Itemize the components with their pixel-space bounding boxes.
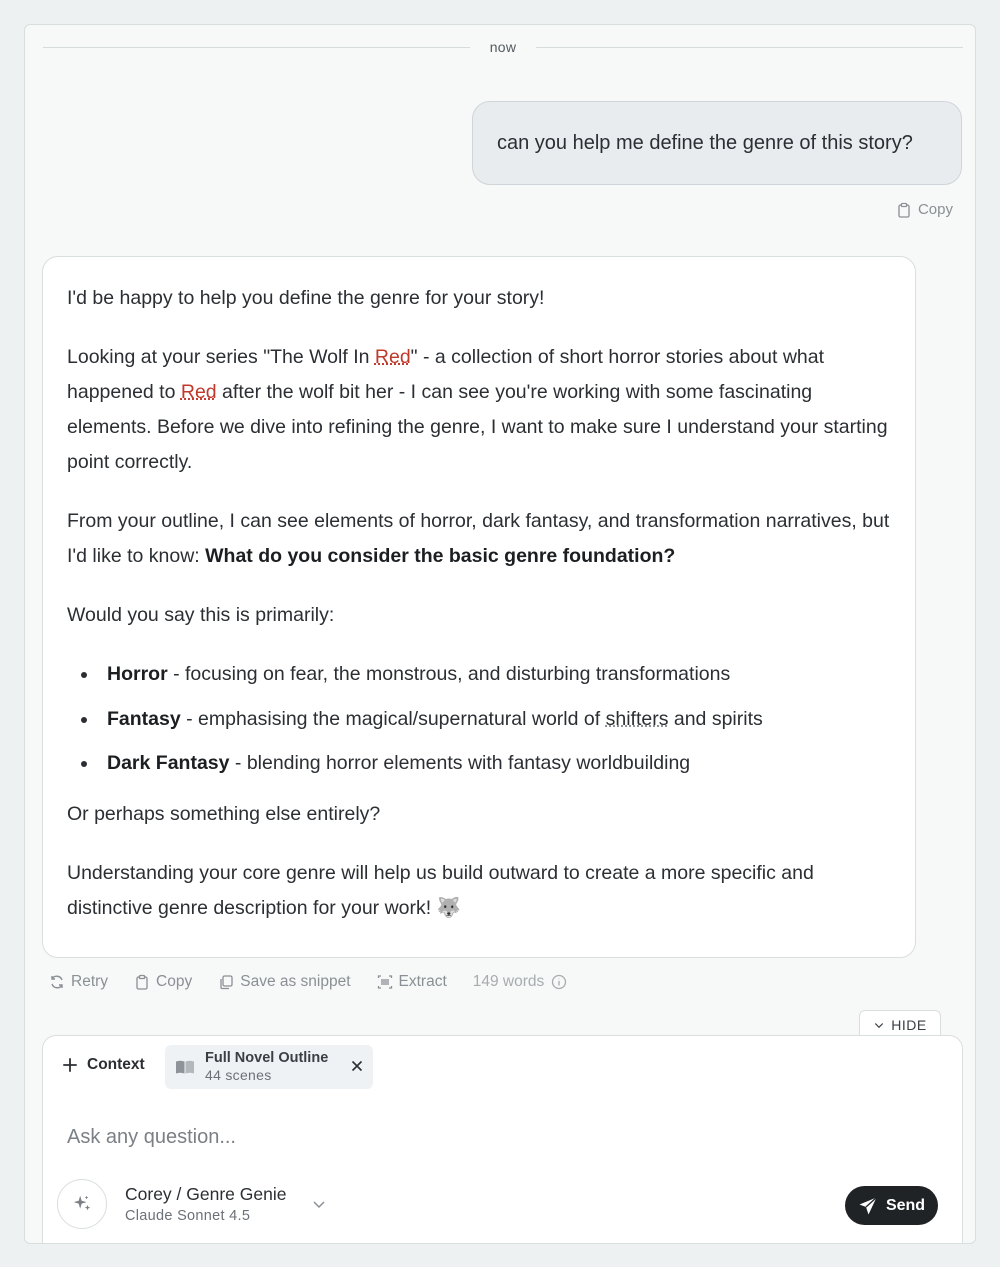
entity-link-red[interactable]: Red — [180, 381, 217, 403]
paragraph-text: From your outline, I can see elements of horror, dark fantasy, and transformation narratives, but I'd like to know: — [67, 510, 890, 567]
chevron-down-icon — [873, 1019, 885, 1031]
send-label: Send — [885, 1196, 926, 1214]
clipboard-icon — [134, 974, 150, 990]
question-input[interactable] — [67, 1126, 927, 1149]
list-item — [81, 702, 891, 737]
option-desc: - emphasising the magical/supernatural world of — [180, 707, 606, 730]
user-copy-label: Copy — [917, 201, 953, 218]
paragraph-text: after the wolf bit her - I can see you're working with some fascinating elements. Before we dive into refining the genre, I want to make sure I understand your starting point correctly. — [67, 381, 888, 473]
refresh-icon — [49, 974, 65, 990]
send-button[interactable] — [845, 1186, 938, 1225]
close-icon[interactable] — [349, 1058, 365, 1074]
hide-context-tab[interactable] — [859, 1010, 941, 1038]
hide-label: HIDE — [891, 1016, 927, 1033]
chip-text — [205, 1050, 328, 1084]
list-item — [81, 657, 891, 692]
assistant-paragraph — [67, 504, 891, 574]
retry-label: Retry — [71, 973, 109, 990]
bold-question: What do you consider the basic genre foundation? — [205, 545, 676, 567]
list-item — [81, 746, 891, 781]
save-snippet-label: Save as snippet — [240, 973, 351, 990]
chat-panel — [24, 24, 976, 1244]
word-count-label: 149 words — [472, 973, 545, 990]
option-term: Dark Fantasy — [107, 752, 230, 774]
entity-link-shifters[interactable]: shifters — [605, 707, 669, 730]
option-desc: - focusing on fear, the monstrous, and disturbing transformations — [167, 663, 731, 685]
agent-selector[interactable] — [125, 1183, 286, 1227]
paper-plane-icon — [858, 1196, 878, 1216]
copy-label: Copy — [156, 973, 193, 990]
user-copy-button[interactable] — [896, 201, 953, 218]
agent-name: Corey / Genre Genie — [125, 1184, 287, 1204]
context-chip[interactable] — [165, 1045, 373, 1089]
retry-button[interactable] — [49, 973, 108, 991]
divider-line — [536, 47, 963, 48]
assistant-paragraph — [67, 856, 891, 926]
snippet-icon — [218, 974, 234, 990]
assistant-paragraph — [67, 340, 891, 480]
word-count — [473, 973, 568, 991]
assistant-message-card — [42, 256, 916, 958]
paragraph-text: Would you say this is primarily: — [67, 604, 335, 626]
extract-button[interactable] — [377, 973, 447, 991]
entity-link-red[interactable]: Red — [374, 346, 411, 368]
context-label: Context — [87, 1056, 145, 1073]
option-term: Fantasy — [107, 707, 181, 730]
save-snippet-button[interactable] — [218, 973, 350, 991]
chip-subtitle: 44 scenes — [205, 1067, 272, 1083]
chip-title: Full Novel Outline — [205, 1050, 329, 1066]
add-context-button[interactable] — [61, 1056, 145, 1074]
user-message-bubble — [472, 101, 962, 185]
copy-button[interactable] — [134, 973, 192, 991]
info-icon[interactable] — [551, 974, 567, 990]
paragraph-text: Looking at your series "The Wolf In — [67, 346, 375, 368]
genre-options-list — [81, 657, 891, 781]
paragraph-text: " - a collection of short horror stories about what happened to — [67, 346, 825, 403]
agent-avatar[interactable] — [57, 1179, 107, 1229]
divider-line — [43, 47, 470, 48]
timestamp-label: now — [489, 39, 517, 55]
timestamp-divider — [43, 37, 963, 57]
sparkle-icon — [71, 1193, 93, 1215]
paragraph-text: Understanding your core genre will help us build outward to create a more specific and distinctive genre description for your work! 🐺 — [67, 862, 814, 919]
plus-icon — [61, 1056, 79, 1074]
paragraph-text: Or perhaps something else entirely? — [67, 803, 381, 825]
book-icon — [175, 1059, 195, 1075]
message-actions — [49, 973, 567, 991]
assistant-paragraph — [67, 797, 891, 832]
user-message-text: can you help me define the genre of this story? — [497, 131, 913, 154]
option-term: Horror — [107, 663, 168, 685]
extract-label: Extract — [398, 973, 447, 990]
assistant-paragraph — [67, 598, 891, 633]
paragraph-text: I'd be happy to help you define the genre for your story! — [67, 287, 545, 309]
agent-model: Claude Sonnet 4.5 — [125, 1208, 251, 1224]
option-desc: and spirits — [668, 707, 763, 730]
assistant-paragraph — [67, 281, 891, 316]
option-desc: - blending horror elements with fantasy worldbuilding — [229, 752, 691, 774]
composer — [42, 1035, 963, 1244]
chevron-down-icon[interactable] — [311, 1196, 327, 1212]
barcode-scan-icon — [377, 974, 393, 990]
clipboard-icon — [896, 202, 912, 218]
